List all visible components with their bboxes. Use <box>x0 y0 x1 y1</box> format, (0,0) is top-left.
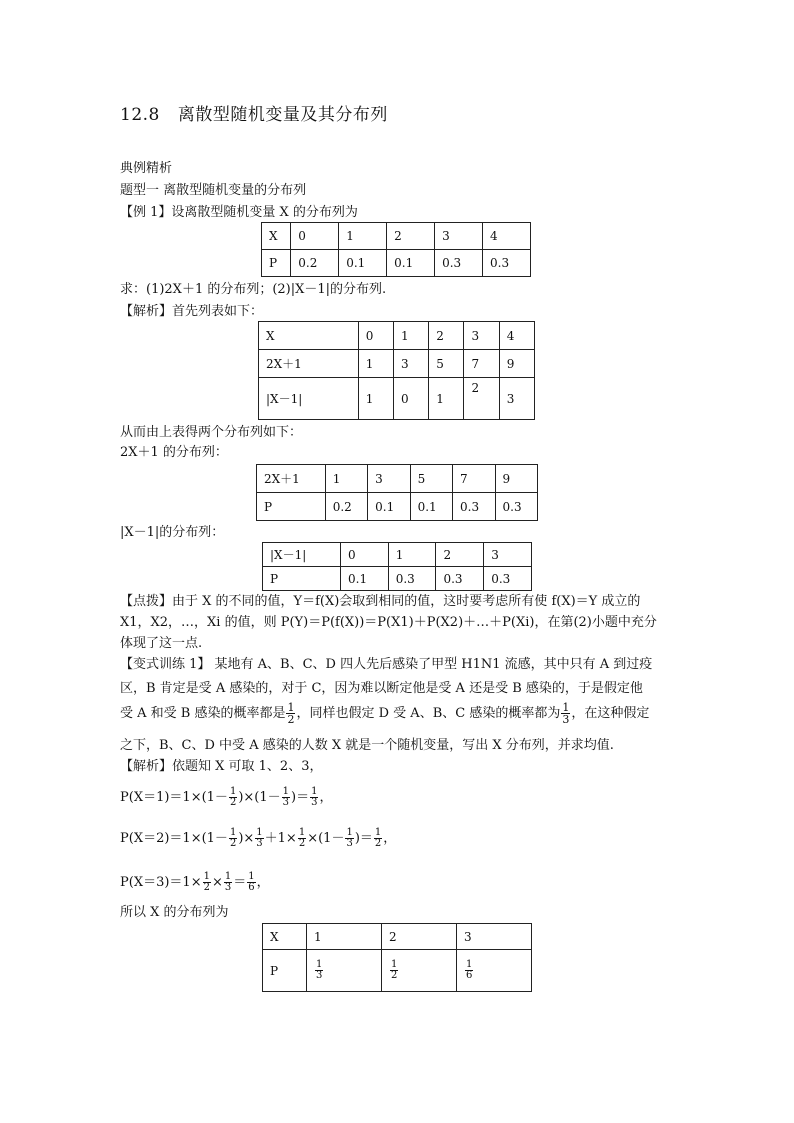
table-cell: 0.1 <box>341 567 389 591</box>
table-cell: 2 <box>382 924 457 950</box>
numerator: 1 <box>256 827 263 838</box>
table-cell: X <box>263 924 307 950</box>
dist2-label: |X－1|的分布列： <box>120 525 225 540</box>
table-cell: 0.3 <box>388 567 436 591</box>
denominator: 3 <box>311 797 318 808</box>
numerator: 1 <box>311 786 318 797</box>
table-cell: 2 <box>436 543 484 567</box>
table-cell: 0.3 <box>453 493 495 521</box>
table-cell: 0.1 <box>368 493 410 521</box>
fraction <box>465 960 473 981</box>
table-cell: P <box>262 250 291 277</box>
table-cell: 2X＋1 <box>259 350 359 378</box>
numerator: 1 <box>282 786 289 797</box>
fraction <box>561 702 570 725</box>
fraction <box>315 960 323 981</box>
table-cell: 5 <box>429 350 464 378</box>
table-cell: 2 <box>429 322 464 350</box>
fraction <box>286 702 295 725</box>
variant-line-4: 之下，B、C、D 中受 A 感染的人数 X 就是一个随机变量，写出 X 分布列，并求均值. <box>120 738 614 753</box>
denominator: 2 <box>287 713 295 726</box>
denominator: 2 <box>374 838 382 849</box>
fraction <box>247 872 255 893</box>
fraction <box>298 828 306 849</box>
table-cell: X <box>259 322 359 350</box>
derivation-text: 从而由上表得两个分布列如下： <box>120 425 303 440</box>
variant-line-2: 区，B 肯定是受 A 感染的，对于 C，因为难以断定他是受 A 还是受 B 感染的，于是假定他 <box>120 681 643 696</box>
table-cell: 0 <box>341 543 389 567</box>
numerator: 1 <box>374 827 382 838</box>
fraction <box>255 828 263 849</box>
table-cell <box>457 950 532 992</box>
variant-line-3 <box>120 701 649 727</box>
table-cell: 3 <box>457 924 532 950</box>
table-cell: P <box>257 493 326 521</box>
denominator: 6 <box>466 970 473 981</box>
table-cell: 3 <box>484 543 532 567</box>
variant-text: ，同样也假定 D 受 A、B、C 感染的概率都为 <box>296 706 561 721</box>
table-cell: 2 <box>464 378 499 420</box>
table-cell <box>382 950 457 992</box>
table-cell <box>307 950 382 992</box>
denominator: 2 <box>229 797 237 808</box>
table-cell: 0.3 <box>435 250 483 277</box>
table-cell: |X－1| <box>259 378 359 420</box>
equation-text: P(X＝1)＝1×(1－ <box>120 790 228 805</box>
table-cell: 0 <box>393 378 428 420</box>
equation-text: P(X＝2)＝1×(1－ <box>120 831 228 846</box>
table-cell: 0.3 <box>495 493 538 521</box>
variant-text: ，在这种假定 <box>571 706 650 721</box>
table-cell: P <box>263 950 307 992</box>
fraction <box>203 872 211 893</box>
table-cell: 3 <box>393 350 428 378</box>
tip-line-3: 体现了这一点. <box>120 636 203 651</box>
table-cell: 5 <box>410 465 452 493</box>
table-cell: 3 <box>464 322 499 350</box>
numerator: 1 <box>346 827 353 838</box>
denominator: 3 <box>346 838 353 849</box>
variant-text: 受 A 和受 B 感染的概率都是 <box>120 706 286 721</box>
solution-text: 首先列表如下： <box>172 304 264 319</box>
table-cell: 0 <box>291 223 339 250</box>
solution1-intro <box>120 303 263 321</box>
table-cell: 1 <box>339 223 387 250</box>
equation-2: P(X＝2)＝1×(1－ $\frac{1}{2}$ )× $\frac{1}{3}$ ＋1× $\frac{1}{2}$ ×(1－ $\frac{1}{3}$ )＝ $\frac{1}{2}$ ， <box>120 827 397 849</box>
fraction <box>390 960 398 981</box>
table-cell: 2 <box>387 223 435 250</box>
denominator: 3 <box>256 838 263 849</box>
tip-line-2: X1，X2，…，Xi 的值，则 P(Y)＝P(f(X))＝P(X1)＋P(X2)＋…＋P(Xi)，在第(2)小题中充分 <box>120 615 657 630</box>
table-cell: 1 <box>393 322 428 350</box>
numerator: 1 <box>229 786 237 797</box>
table-cell: 4 <box>483 223 531 250</box>
example1-statement <box>120 204 358 222</box>
numerator: 1 <box>224 871 232 882</box>
table-cell: 3 <box>368 465 410 493</box>
table-cell: 1 <box>429 378 464 420</box>
denominator: 3 <box>562 713 570 726</box>
table-cell: |X－1| <box>263 543 341 567</box>
fraction <box>374 828 382 849</box>
table-cell: 3 <box>435 223 483 250</box>
fraction <box>282 787 290 808</box>
table-cell: 0.3 <box>484 567 532 591</box>
denominator: 3 <box>224 882 232 893</box>
solution2-conclusion: 所以 X 的分布列为 <box>120 905 229 920</box>
numerator: 1 <box>562 701 570 714</box>
table-cell: 0.3 <box>483 250 531 277</box>
equation-1: P(X＝1)＝1×(1－ $\frac{1}{2}$ )×(1－ $\frac{1}{3}$ )＝ $\frac{1}{3}$ ， <box>120 786 333 808</box>
denominator: 2 <box>229 838 237 849</box>
denominator: 3 <box>316 970 323 981</box>
denominator: 3 <box>282 797 289 808</box>
table-cell: 0.1 <box>387 250 435 277</box>
fraction <box>229 828 237 849</box>
section-number: 12.8 <box>120 105 160 125</box>
table-cell: 1 <box>307 924 382 950</box>
table-cell: 0.1 <box>410 493 452 521</box>
table-cell: 0.2 <box>291 250 339 277</box>
table-cell: 1 <box>325 465 367 493</box>
table-cell: 3 <box>499 378 534 420</box>
numerator: 1 <box>203 871 210 882</box>
numerator: 1 <box>466 959 473 970</box>
numerator: 1 <box>287 701 295 714</box>
page-title <box>120 106 388 124</box>
example1-distribution-table <box>261 222 531 277</box>
denominator: 2 <box>391 970 398 981</box>
example-text: 设离散型随机变量 X 的分布列为 <box>171 205 358 220</box>
dist-abs-x-minus-1-table <box>262 542 532 591</box>
numerator: 1 <box>229 827 237 838</box>
title-text: 离散型随机变量及其分布列 <box>177 105 388 125</box>
numerator: 1 <box>248 871 255 882</box>
table-cell: 1 <box>388 543 436 567</box>
table-cell: 9 <box>499 350 534 378</box>
table-cell: 0 <box>358 322 393 350</box>
table-cell: 0.3 <box>436 567 484 591</box>
table-cell: X <box>262 223 291 250</box>
example-label: 【例 1】 <box>120 205 172 220</box>
denominator: 2 <box>298 838 306 849</box>
problem-type: 题型一 离散型随机变量的分布列 <box>120 183 307 198</box>
section-heading: 典例精析 <box>120 161 173 176</box>
numerator: 1 <box>298 827 306 838</box>
table-cell: 0.1 <box>339 250 387 277</box>
fraction <box>224 872 232 893</box>
fraction <box>229 787 237 808</box>
fraction <box>345 828 353 849</box>
table-cell: 4 <box>499 322 534 350</box>
denominator: 6 <box>248 882 255 893</box>
dist-2x-plus-1-table <box>256 464 538 521</box>
table-cell: 1 <box>358 378 393 420</box>
table-cell: 0.2 <box>325 493 367 521</box>
numerator: 1 <box>316 959 323 970</box>
tip-line-1: 【点拨】由于 X 的不同的值，Y＝f(X)会取到相同的值，这时要考虑所有使 f(X)＝Y 成立的 <box>120 594 641 609</box>
example1-question: 求：(1)2X＋1 的分布列；(2)|X－1|的分布列. <box>120 282 387 297</box>
numerator: 1 <box>391 959 398 970</box>
table-cell: 7 <box>464 350 499 378</box>
denominator: 2 <box>203 882 210 893</box>
equation-text: P(X＝3)＝1× <box>120 875 202 890</box>
table-cell: P <box>263 567 341 591</box>
table-cell: 1 <box>358 350 393 378</box>
solution-label: 【解析】 <box>120 304 173 319</box>
table-cell: 9 <box>495 465 538 493</box>
fraction <box>310 787 318 808</box>
variant-line-1: 【变式训练 1】 某地有 A、B、C、D 四人先后感染了甲型 H1N1 流感，其中只有 A 到过疫 <box>120 657 653 672</box>
dist1-label: 2X＋1 的分布列： <box>120 445 228 460</box>
final-distribution-table <box>262 923 532 992</box>
solution2-intro: 【解析】依题知 X 可取 1、2、3， <box>120 759 323 774</box>
equation-3: P(X＝3)＝1× $\frac{1}{2}$ × $\frac{1}{3}$ ＝ $\frac{1}{6}$ ， <box>120 871 270 893</box>
transform-table <box>258 321 535 420</box>
table-cell: 7 <box>453 465 495 493</box>
table-cell: 2X＋1 <box>257 465 326 493</box>
